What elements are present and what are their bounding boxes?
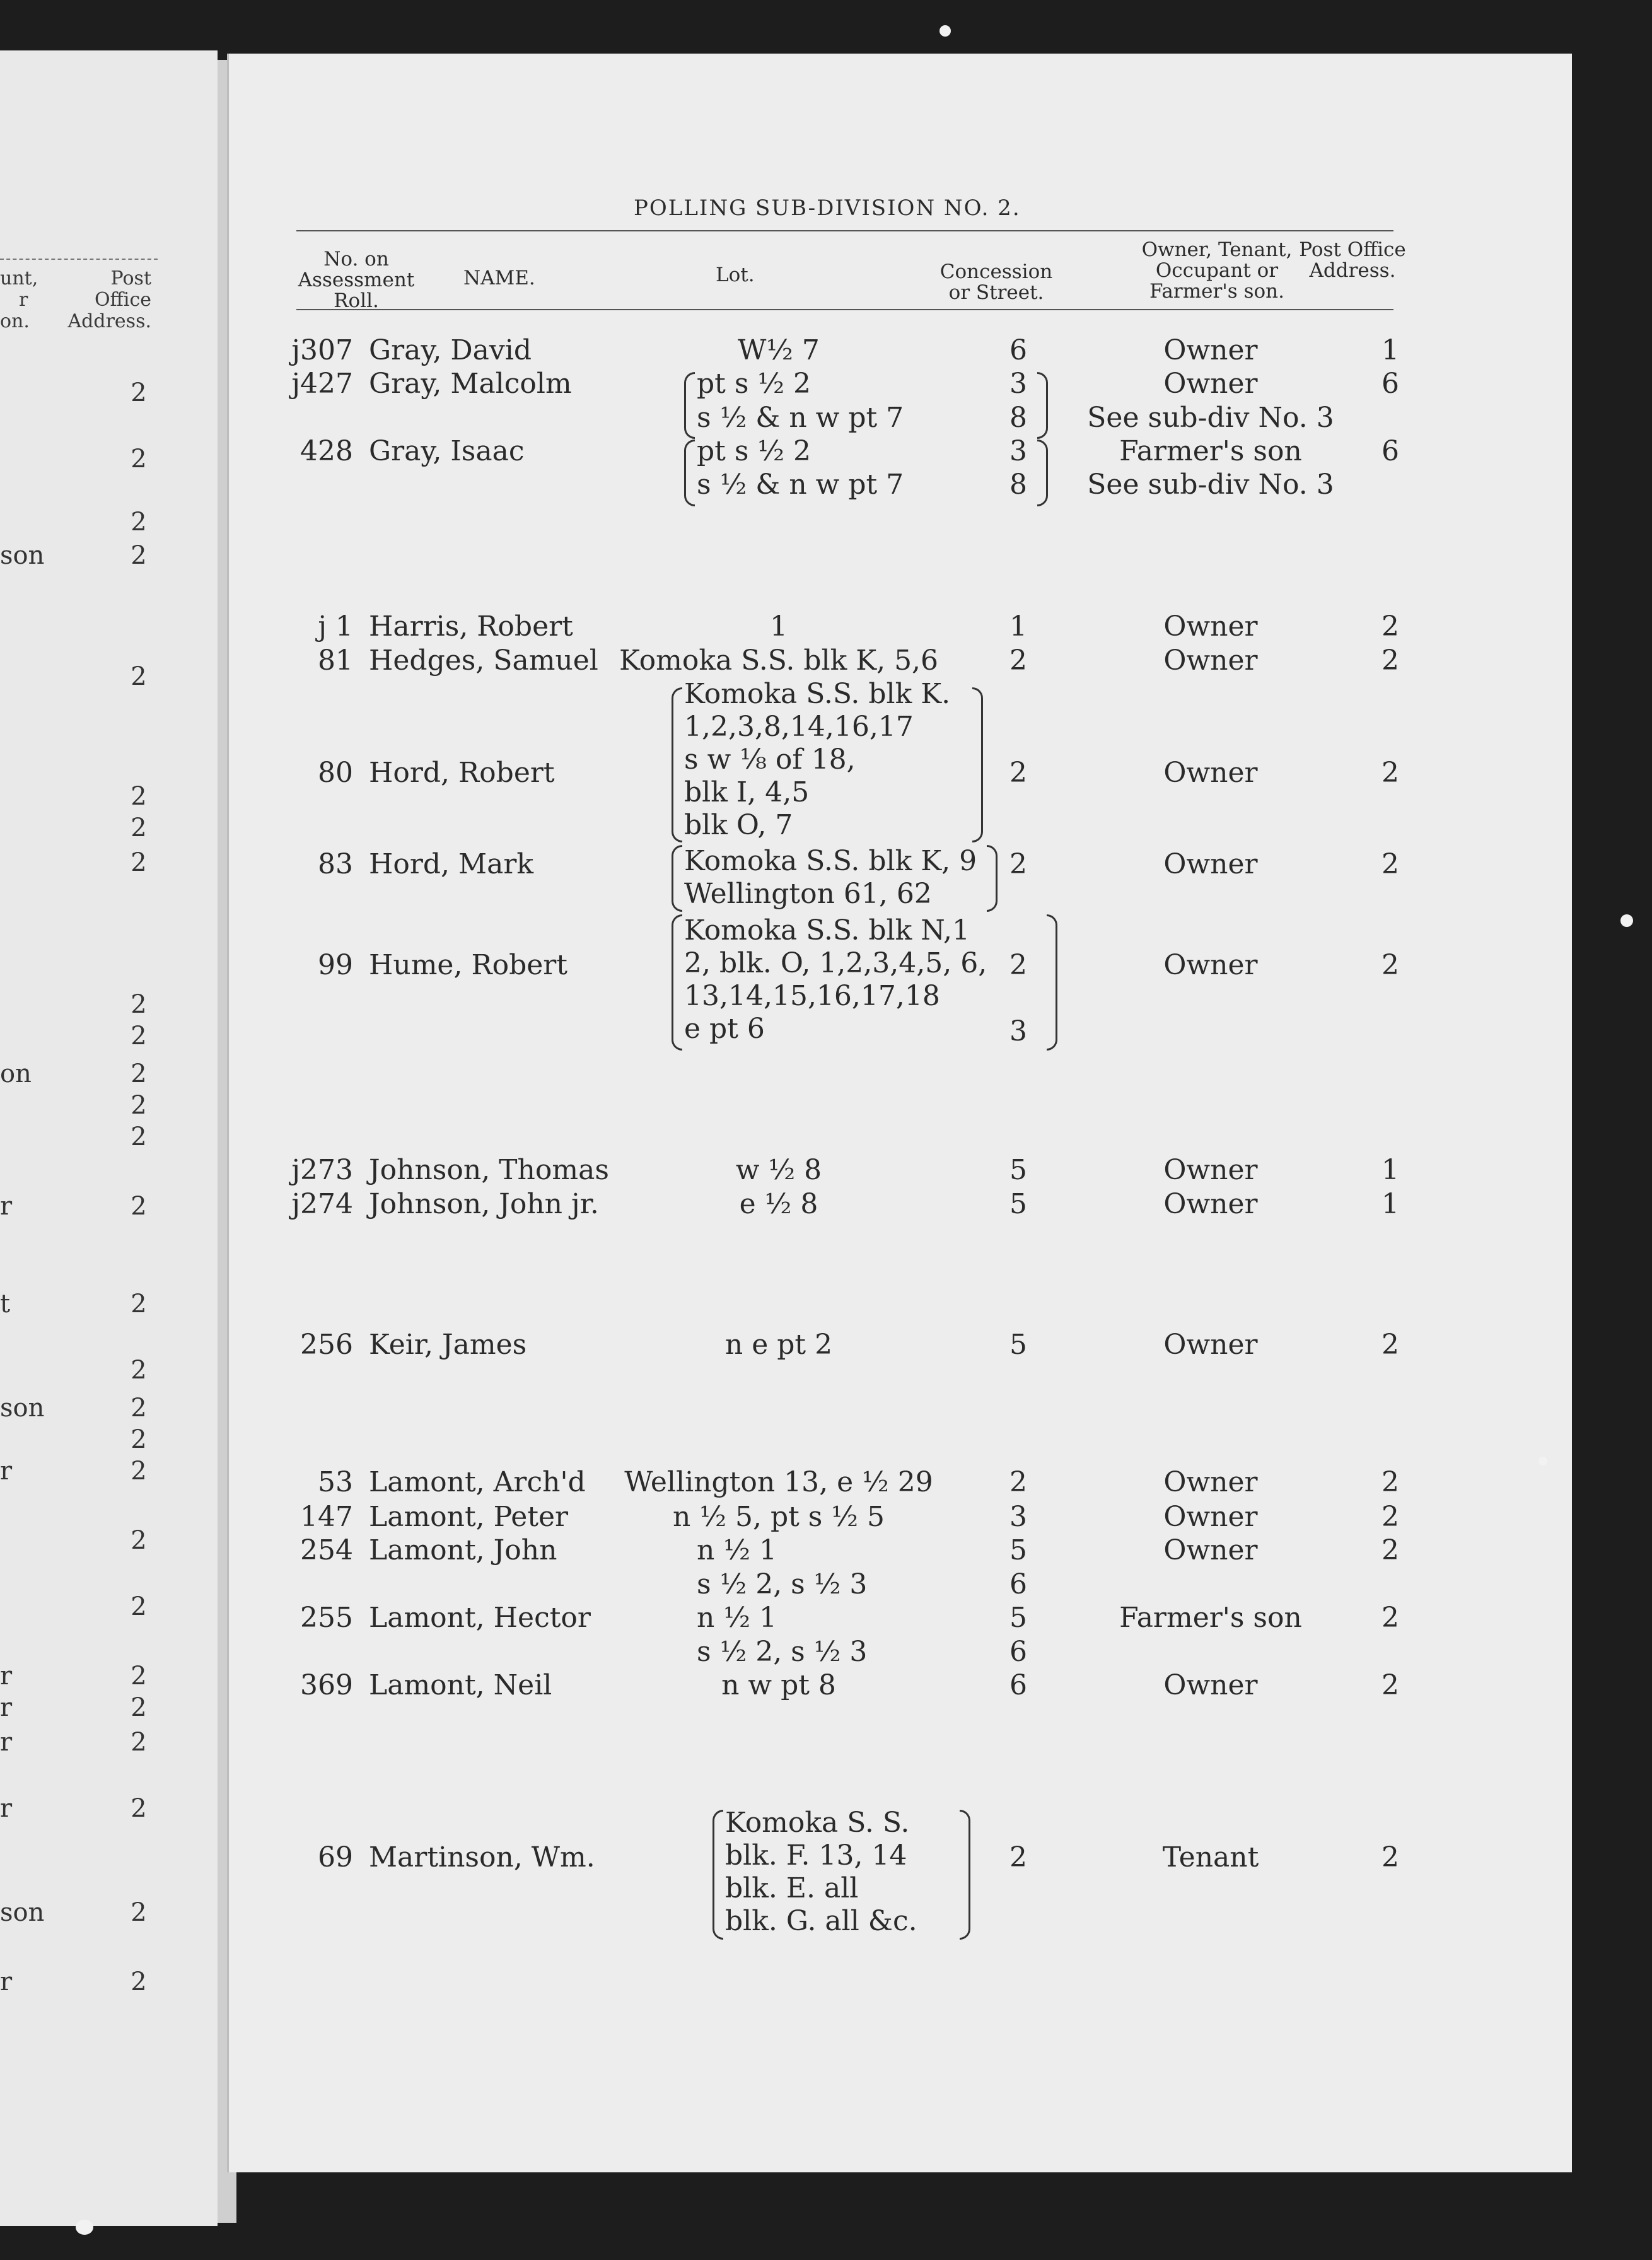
voter-name: Keir, James: [369, 1329, 527, 1361]
assessment-number: 80: [318, 757, 353, 789]
left-header-line: Office: [94, 289, 151, 311]
lot-description-line: Komoka S.S. blk N,1: [684, 914, 970, 947]
post-office: 2: [1382, 949, 1399, 981]
owner-status: Owner: [1163, 757, 1258, 789]
brace: [987, 845, 998, 912]
concession: 2: [1009, 644, 1027, 677]
col-header-lot: Lot.: [716, 264, 755, 286]
lot-description-line: e pt 6: [684, 1013, 765, 1045]
voter-name: Lamont, Hector: [369, 1602, 591, 1634]
voter-name: Johnson, John jr.: [369, 1188, 599, 1220]
brace: [1047, 914, 1057, 1051]
left-entry-text: on: [0, 1059, 32, 1088]
left-entry-post-office: 2: [131, 990, 147, 1019]
owner-status: Farmer's son: [1119, 1602, 1302, 1634]
left-entry-post-office: 2: [131, 1290, 147, 1319]
lot-description-line: Komoka S.S. blk K, 9: [684, 845, 977, 877]
post-office: 2: [1382, 1602, 1399, 1634]
lot-description-line: blk. G. all &c.: [725, 1905, 917, 1937]
concession: 5: [1009, 1154, 1027, 1186]
voter-name: Johnson, Thomas: [369, 1154, 609, 1186]
left-header-line: Post: [110, 267, 151, 289]
assessment-number: 255: [300, 1602, 353, 1634]
concession: 8: [1009, 402, 1027, 434]
col-header-name: NAME.: [463, 267, 535, 289]
left-entry-post-office: 2: [131, 1122, 147, 1151]
concession: 2: [1009, 1841, 1027, 1873]
post-office: 1: [1382, 1188, 1399, 1220]
brace: [672, 845, 682, 912]
assessment-number: 254: [300, 1534, 353, 1566]
concession: 6: [1009, 1669, 1027, 1701]
voter-name: Lamont, Arch'd: [369, 1466, 586, 1498]
assessment-number: 69: [318, 1841, 353, 1873]
owner-status: Tenant: [1162, 1841, 1259, 1873]
post-office: 1: [1382, 1154, 1399, 1186]
concession: 2: [1009, 1466, 1027, 1498]
voter-name: Hord, Robert: [369, 757, 555, 789]
lot-description-line: blk O, 7: [684, 809, 793, 841]
lot-description: n ½ 1: [697, 1602, 777, 1634]
lot-description: w ½ 8: [735, 1154, 822, 1186]
left-entry-text: t: [0, 1290, 11, 1319]
assessment-number: 81: [318, 644, 353, 677]
lot-description-line: s w ⅛ of 18,: [684, 743, 856, 776]
assessment-number: j307: [291, 334, 353, 366]
lot-description: 1: [770, 610, 788, 643]
concession: 3: [1009, 368, 1027, 400]
assessment-number: 99: [318, 949, 353, 981]
left-entry-post-office: 2: [131, 1394, 147, 1423]
concession: 5: [1009, 1188, 1027, 1220]
film-speck: [76, 2220, 93, 2235]
left-entry-post-office: 2: [131, 662, 147, 691]
owner-status: Owner: [1163, 1534, 1258, 1566]
left-header-line: Address.: [67, 310, 151, 332]
lot-description: s ½ 2, s ½ 3: [697, 1568, 868, 1600]
owner-status: Owner: [1163, 1154, 1258, 1186]
page-title: POLLING SUB-DIVISION NO. 2.: [634, 195, 1021, 221]
lot-description-line: blk I, 4,5: [684, 776, 810, 808]
owner-status: Owner: [1163, 368, 1258, 400]
post-office: 6: [1382, 435, 1399, 467]
voter-name: Hedges, Samuel: [369, 644, 598, 677]
film-speck: [939, 25, 951, 37]
lot-description: pt s ½ 2: [697, 435, 811, 467]
lot-description: e ½ 8: [739, 1188, 818, 1220]
lot-description-line: blk. F. 13, 14: [725, 1839, 907, 1872]
voter-name: Hord, Mark: [369, 848, 534, 880]
left-entry-text: r: [0, 1794, 13, 1823]
left-header-col-a: [0, 268, 38, 332]
left-entry-post-office: 2: [131, 378, 147, 407]
voter-name: Gray, Malcolm: [369, 368, 572, 400]
owner-status: Owner: [1163, 644, 1258, 677]
lot-description-line: 1,2,3,8,14,16,17: [684, 711, 914, 743]
concession: 5: [1009, 1534, 1027, 1566]
assessment-number: 256: [300, 1329, 353, 1361]
post-office: 2: [1382, 1534, 1399, 1566]
assessment-number: j273: [291, 1154, 353, 1186]
left-entry-post-office: 2: [131, 848, 147, 877]
brace: [713, 1810, 723, 1940]
left-rule: [0, 259, 158, 260]
concession: 5: [1009, 1329, 1027, 1361]
post-office: 2: [1382, 610, 1399, 643]
brace: [1037, 440, 1048, 506]
post-office: 2: [1382, 1466, 1399, 1498]
left-entry-post-office: 2: [131, 1794, 147, 1823]
post-office: 2: [1382, 1669, 1399, 1701]
left-entry-text: r: [0, 1457, 13, 1486]
lot-description: n ½ 1: [697, 1534, 777, 1566]
voter-name: Lamont, John: [369, 1534, 557, 1566]
left-entry-post-office: 2: [131, 508, 147, 537]
post-office: 1: [1382, 334, 1399, 366]
brace: [684, 440, 695, 506]
owner-status: Owner: [1163, 1669, 1258, 1701]
header-rule-top: [296, 230, 1393, 231]
left-entry-post-office: 2: [131, 1091, 147, 1120]
voter-name: Hume, Robert: [369, 949, 567, 981]
col-header-owner: Owner, Tenant, Occupant or Farmer's son.: [1141, 238, 1293, 303]
post-office: 2: [1382, 1841, 1399, 1873]
voter-name: Gray, David: [369, 334, 532, 366]
concession: 2: [1009, 949, 1027, 981]
post-office: 2: [1382, 757, 1399, 789]
concession: 6: [1009, 1636, 1027, 1668]
left-entry-post-office: 2: [131, 1192, 147, 1221]
lot-description-line: blk. E. all: [725, 1872, 859, 1904]
assessment-number: 83: [318, 848, 353, 880]
brace: [672, 687, 682, 842]
lot-description: W½ 7: [738, 334, 820, 366]
concession: 8: [1009, 469, 1027, 501]
post-office: 2: [1382, 1501, 1399, 1533]
owner-status: Owner: [1163, 1501, 1258, 1533]
left-entry-text: son: [0, 1898, 45, 1927]
concession: 2: [1009, 757, 1027, 789]
concession: 3: [1009, 1015, 1027, 1047]
left-entry-post-office: 2: [131, 445, 147, 474]
left-entry-text: r: [0, 1192, 13, 1221]
assessment-number: j274: [291, 1188, 353, 1220]
left-entry-post-office: 2: [131, 813, 147, 842]
lot-description-line: 2, blk. O, 1,2,3,4,5, 6,: [684, 947, 987, 979]
post-office: 2: [1382, 848, 1399, 880]
lot-description: n e pt 2: [724, 1329, 833, 1361]
owner-status: Owner: [1163, 1188, 1258, 1220]
post-office: 2: [1382, 1329, 1399, 1361]
left-header-line: on.: [0, 310, 30, 332]
owner-status: See sub-div No. 3: [1087, 402, 1334, 434]
assessment-number: 53: [318, 1466, 353, 1498]
col-header-post: Post Office Address.: [1299, 238, 1406, 282]
voter-name: Lamont, Peter: [369, 1501, 569, 1533]
left-entry-text: son: [0, 1394, 45, 1423]
lot-description: s ½ & n w pt 7: [697, 402, 904, 434]
concession: 6: [1009, 1568, 1027, 1600]
left-entry-post-office: 2: [131, 1898, 147, 1927]
left-entry-post-office: 2: [131, 1662, 147, 1691]
owner-status: Owner: [1163, 949, 1258, 981]
voter-name: Lamont, Neil: [369, 1669, 552, 1701]
col-header-no: No. on Assessment Roll.: [298, 248, 415, 312]
left-entry-text: r: [0, 1693, 13, 1722]
lot-description-line: 13,14,15,16,17,18: [684, 980, 940, 1012]
concession: 2: [1009, 848, 1027, 880]
left-entry-post-office: 2: [131, 1457, 147, 1486]
lot-description: s ½ & n w pt 7: [697, 469, 904, 501]
post-office: 6: [1382, 368, 1399, 400]
left-header-line: unt,: [0, 267, 38, 289]
owner-status: Owner: [1163, 334, 1258, 366]
header-rule-bottom: [296, 309, 1393, 310]
film-speck: [1620, 914, 1633, 927]
film-speck: [1539, 1457, 1547, 1465]
owner-status: Farmer's son: [1119, 435, 1302, 467]
assessment-number: 147: [300, 1501, 353, 1533]
assessment-number: j 1: [318, 610, 353, 643]
lot-description-line: Komoka S.S. blk K.: [684, 678, 951, 710]
left-entry-text: son: [0, 541, 45, 570]
col-header-concession: Concession or Street.: [939, 260, 1053, 304]
owner-status: Owner: [1163, 610, 1258, 643]
left-entry-post-office: 2: [131, 1526, 147, 1555]
lot-description: pt s ½ 2: [697, 368, 811, 400]
assessment-number: 369: [300, 1669, 353, 1701]
owner-status: Owner: [1163, 1329, 1258, 1361]
brace: [672, 914, 682, 1051]
lot-description: Wellington 13, e ½ 29: [624, 1466, 933, 1498]
owner-status: Owner: [1163, 848, 1258, 880]
assessment-number: j427: [291, 368, 353, 400]
concession: 6: [1009, 334, 1027, 366]
lot-description: n w pt 8: [721, 1669, 836, 1701]
left-entry-post-office: 2: [131, 1425, 147, 1454]
lot-description: s ½ 2, s ½ 3: [697, 1636, 868, 1668]
voter-name: Martinson, Wm.: [369, 1841, 595, 1873]
concession: 3: [1009, 435, 1027, 467]
left-entry-post-office: 2: [131, 1022, 147, 1051]
owner-status: See sub-div No. 3: [1087, 469, 1334, 501]
concession: 1: [1009, 610, 1027, 643]
left-entry-post-office: 2: [131, 1728, 147, 1757]
left-entry-post-office: 2: [131, 1592, 147, 1621]
assessment-number: 428: [300, 435, 353, 467]
left-entry-post-office: 2: [131, 1059, 147, 1088]
brace: [684, 372, 695, 439]
concession: 3: [1009, 1501, 1027, 1533]
left-header-col-b: [50, 268, 151, 332]
lot-description-line: Komoka S. S.: [725, 1807, 910, 1839]
lot-description-line: Wellington 61, 62: [684, 878, 932, 910]
left-header-line: r: [19, 289, 28, 311]
left-entry-text: r: [0, 1967, 13, 1996]
left-entry-post-office: 2: [131, 541, 147, 570]
left-entry-post-office: 2: [131, 1967, 147, 1996]
brace: [1037, 372, 1048, 439]
voter-name: Gray, Isaac: [369, 435, 525, 467]
concession: 5: [1009, 1602, 1027, 1634]
left-entry-post-office: 2: [131, 782, 147, 811]
left-entry-post-office: 2: [131, 1693, 147, 1722]
lot-description: Komoka S.S. blk K, 5,6: [619, 644, 939, 677]
voter-name: Harris, Robert: [369, 610, 573, 643]
left-entry-text: r: [0, 1728, 13, 1757]
left-entry-text: r: [0, 1662, 13, 1691]
brace: [972, 687, 983, 842]
owner-status: Owner: [1163, 1466, 1258, 1498]
brace: [960, 1810, 970, 1940]
lot-description: n ½ 5, pt s ½ 5: [673, 1501, 885, 1533]
left-entry-post-office: 2: [131, 1356, 147, 1385]
post-office: 2: [1382, 644, 1399, 677]
